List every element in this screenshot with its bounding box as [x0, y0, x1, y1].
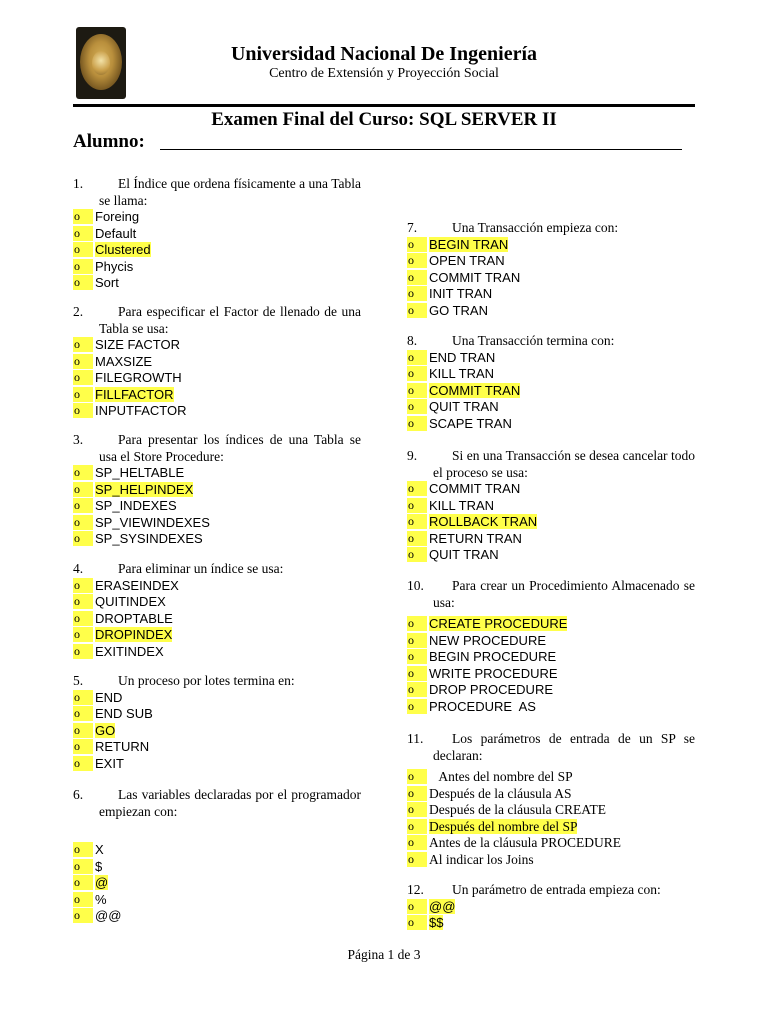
option-item[interactable] [73, 908, 361, 925]
bullet-icon: o [407, 253, 427, 268]
bullet-icon: o [73, 690, 93, 705]
option-item[interactable] [73, 875, 361, 892]
question-4 [73, 561, 361, 660]
question-number: 2. [73, 304, 84, 319]
question-text: El Índice que ordena físicamente a una Tabla se llama: [99, 176, 361, 208]
bullet-icon: o [73, 498, 93, 513]
question-number: 5. [73, 673, 84, 688]
option-list [73, 578, 361, 661]
option-label: RETURN TRAN [429, 530, 522, 546]
option-label: SIZE FACTOR [95, 337, 180, 352]
question-5 [73, 673, 361, 772]
option-label: END [95, 689, 123, 705]
exam-title: Examen Final del Curso: SQL SERVER II [211, 109, 557, 130]
option-label: Antes del nombre del SP [429, 769, 573, 784]
option-label: % [95, 891, 107, 907]
bullet-icon: o [407, 237, 427, 252]
question-stem [407, 731, 695, 764]
student-label: Alumno: [73, 131, 145, 152]
option-item[interactable] [407, 253, 695, 270]
bullet-icon: o [407, 498, 427, 513]
bullet-icon: o [407, 649, 427, 664]
bullet-icon: o [73, 594, 93, 609]
university-seal-icon [80, 34, 122, 90]
option-item[interactable] [407, 649, 695, 666]
option-item[interactable] [407, 835, 695, 852]
question-text: Un proceso por lotes termina en: [118, 673, 295, 688]
option-list [73, 209, 361, 292]
question-6 [73, 787, 361, 925]
option-label: NEW PROCEDURE [429, 632, 547, 648]
bullet-icon: o [73, 859, 93, 874]
option-label: END SUB [95, 706, 153, 722]
question-8 [407, 333, 695, 432]
option-item[interactable] [407, 915, 695, 932]
bullet-icon: o [407, 819, 427, 834]
option-label: COMMIT TRAN [429, 481, 521, 496]
option-item[interactable] [73, 403, 361, 420]
option-label: QUITINDEX [95, 594, 166, 610]
question-number: 9. [407, 448, 418, 463]
highlighted-answer: BEGIN TRAN [429, 236, 509, 252]
highlighted-answer: Clustered [95, 242, 151, 258]
bullet-icon: o [73, 354, 93, 369]
option-label: KILL TRAN [429, 366, 495, 382]
option-item[interactable] [73, 644, 361, 661]
bullet-icon: o [73, 611, 93, 626]
option-label: SP_INDEXES [95, 498, 177, 514]
bullet-icon: o [407, 531, 427, 546]
option-item[interactable] [73, 723, 361, 740]
bullet-icon: o [407, 547, 427, 562]
option-item[interactable] [407, 514, 695, 531]
highlighted-answer: $$ [429, 915, 444, 931]
option-item[interactable] [73, 370, 361, 387]
option-list [73, 690, 361, 773]
option-item[interactable] [407, 633, 695, 650]
option-item[interactable] [73, 242, 361, 259]
option-label: INPUTFACTOR [95, 403, 187, 419]
option-item[interactable] [407, 699, 695, 716]
option-list [73, 337, 361, 420]
bullet-icon: o [407, 366, 427, 381]
option-item[interactable] [407, 666, 695, 683]
option-item[interactable] [73, 226, 361, 243]
option-label: @@ [95, 908, 122, 924]
bullet-icon: o [73, 723, 93, 738]
option-item[interactable] [407, 237, 695, 254]
question-stem [73, 432, 361, 465]
question-stem [73, 787, 361, 820]
question-3 [73, 432, 361, 548]
highlighted-answer: @ [95, 875, 109, 891]
bullet-icon: o [73, 275, 93, 290]
bullet-icon: o [73, 739, 93, 754]
bullet-icon: o [407, 286, 427, 301]
option-item[interactable] [73, 354, 361, 371]
highlighted-answer: SP_HELPINDEX [95, 481, 194, 497]
option-label: Después de la cláusula AS [429, 785, 572, 801]
option-item[interactable] [407, 547, 695, 564]
student-name-line [160, 149, 682, 150]
question-9 [407, 448, 695, 564]
option-list [73, 842, 361, 925]
option-label: BEGIN PROCEDURE [429, 649, 557, 665]
bullet-icon: o [407, 915, 427, 930]
question-number: 7. [407, 220, 418, 235]
question-text: Los parámetros de entrada de un SP se declaran: [433, 731, 695, 763]
option-label: Default [95, 225, 137, 241]
option-item[interactable] [73, 611, 361, 628]
bullet-icon: o [407, 633, 427, 648]
header-divider [73, 104, 695, 107]
bullet-icon: o [73, 515, 93, 530]
option-item[interactable] [73, 259, 361, 276]
bullet-icon: o [407, 270, 427, 285]
highlighted-answer: Después del nombre del SP [429, 818, 578, 834]
option-item[interactable] [407, 531, 695, 548]
option-label: QUIT TRAN [429, 399, 499, 415]
option-item[interactable] [407, 682, 695, 699]
option-label: COMMIT TRAN [429, 269, 521, 285]
option-item[interactable] [407, 399, 695, 416]
option-label: Después de la cláusula CREATE [429, 802, 606, 818]
option-label: SCAPE TRAN [429, 415, 512, 431]
option-item[interactable] [407, 769, 695, 786]
option-label: Phycis [95, 258, 134, 274]
option-list [407, 237, 695, 320]
university-logo [76, 27, 126, 99]
bullet-icon: o [407, 899, 427, 914]
university-name: Universidad Nacional De Ingeniería [230, 43, 538, 65]
bullet-icon: o [407, 616, 427, 631]
question-text: Para presentar los índices de una Tabla se usa el Store Procedure: [99, 432, 361, 464]
option-item[interactable] [73, 482, 361, 499]
option-item[interactable] [407, 286, 695, 303]
option-label: Antes de la cláusula PROCEDURE [429, 835, 621, 851]
option-label: SP_SYSINDEXES [95, 531, 203, 547]
highlighted-answer: ROLLBACK TRAN [429, 514, 538, 530]
option-item[interactable] [407, 819, 695, 836]
option-item[interactable] [73, 627, 361, 644]
option-label: EXIT [95, 755, 124, 771]
highlighted-answer: @@ [429, 898, 456, 914]
option-item[interactable] [73, 498, 361, 515]
option-item[interactable] [73, 465, 361, 482]
question-text: Si en una Transacción se desea cancelar todo el proceso se usa: [433, 448, 695, 480]
question-stem [73, 304, 361, 337]
option-label: X [95, 842, 104, 857]
option-label: DROPTABLE [95, 610, 173, 626]
question-text: Para eliminar un índice se usa: [118, 561, 284, 576]
option-label: EXITINDEX [95, 643, 164, 659]
bullet-icon: o [73, 756, 93, 771]
option-item[interactable] [407, 786, 695, 803]
option-label: Sort [95, 275, 119, 291]
option-item[interactable] [407, 416, 695, 433]
question-stem [407, 448, 695, 481]
option-item[interactable] [73, 578, 361, 595]
bullet-icon: o [407, 481, 427, 496]
bullet-icon: o [73, 875, 93, 890]
option-item[interactable] [407, 350, 695, 367]
option-label: MAXSIZE [95, 353, 153, 369]
option-list [407, 899, 695, 932]
bullet-icon: o [73, 706, 93, 721]
bullet-icon: o [407, 802, 427, 817]
question-text: Para crear un Procedimiento Almacenado se usa: [433, 578, 695, 610]
option-item[interactable] [73, 209, 361, 226]
option-item[interactable] [73, 892, 361, 909]
highlighted-answer: CREATE PROCEDURE [429, 616, 568, 631]
question-number: 10. [407, 578, 424, 593]
question-text: Las variables declaradas por el programador empiezan con: [99, 787, 361, 819]
option-item[interactable] [73, 387, 361, 404]
option-label: KILL TRAN [429, 497, 495, 513]
bullet-icon: o [407, 769, 427, 784]
option-item[interactable] [73, 515, 361, 532]
question-12 [407, 882, 695, 932]
option-list [407, 616, 695, 716]
question-number: 3. [73, 432, 84, 447]
page-number: Página 1 de 3 [347, 947, 421, 962]
option-label: ERASEINDEX [95, 577, 179, 593]
question-stem [73, 561, 361, 578]
highlighted-answer: DROPINDEX [95, 627, 173, 643]
option-label: WRITE PROCEDURE [429, 665, 558, 681]
bullet-icon: o [407, 350, 427, 365]
option-label: SP_VIEWINDEXES [95, 514, 210, 530]
question-text: Una Transacción termina con: [452, 333, 615, 348]
bullet-icon: o [407, 303, 427, 318]
bullet-icon: o [407, 699, 427, 714]
option-label: QUIT TRAN [429, 547, 499, 563]
bullet-icon: o [73, 259, 93, 274]
option-item[interactable] [73, 690, 361, 707]
center-name: Centro de Extensión y Proyección Social [269, 66, 499, 81]
option-label: PROCEDURE AS [429, 698, 536, 714]
question-stem [407, 220, 695, 237]
option-item[interactable] [73, 594, 361, 611]
bullet-icon: o [73, 387, 93, 402]
option-item[interactable] [407, 899, 695, 916]
option-label: INIT TRAN [429, 286, 493, 302]
bullet-icon: o [407, 399, 427, 414]
bullet-icon: o [407, 835, 427, 850]
option-list [407, 350, 695, 433]
question-number: 12. [407, 882, 424, 897]
question-text: Un parámetro de entrada empieza con: [452, 882, 661, 897]
bullet-icon: o [73, 242, 93, 257]
question-number: 1. [73, 176, 84, 191]
option-item[interactable] [73, 756, 361, 773]
option-item[interactable] [73, 531, 361, 548]
bullet-icon: o [407, 682, 427, 697]
option-label: END TRAN [429, 349, 496, 365]
question-stem [407, 578, 695, 611]
option-label: GO TRAN [429, 302, 488, 318]
question-number: 4. [73, 561, 84, 576]
option-label: RETURN [95, 739, 150, 755]
bullet-icon: o [73, 226, 93, 241]
bullet-icon: o [73, 209, 93, 224]
option-list [407, 769, 695, 869]
option-item[interactable] [407, 802, 695, 819]
bullet-icon: o [73, 370, 93, 385]
bullet-icon: o [407, 852, 427, 867]
option-label: Foreing [95, 209, 140, 224]
bullet-icon: o [73, 465, 93, 480]
option-item[interactable] [407, 270, 695, 287]
question-stem [407, 333, 695, 350]
option-item[interactable] [407, 498, 695, 515]
option-item[interactable] [73, 706, 361, 723]
option-item[interactable] [407, 481, 695, 498]
bullet-icon: o [73, 908, 93, 923]
option-item[interactable] [73, 739, 361, 756]
question-stem [407, 882, 695, 899]
question-7 [407, 220, 695, 319]
option-label: $ [95, 858, 103, 874]
highlighted-answer: GO [95, 722, 116, 738]
bullet-icon: o [407, 383, 427, 398]
option-list [73, 465, 361, 548]
option-item[interactable] [407, 366, 695, 383]
question-1 [73, 176, 361, 292]
bullet-icon: o [73, 627, 93, 642]
bullet-icon: o [73, 842, 93, 857]
bullet-icon: o [73, 644, 93, 659]
question-stem [73, 176, 361, 209]
bullet-icon: o [73, 403, 93, 418]
bullet-icon: o [73, 578, 93, 593]
highlighted-answer: COMMIT TRAN [429, 382, 521, 398]
bullet-icon: o [407, 416, 427, 431]
question-stem [73, 673, 361, 690]
option-label: Al indicar los Joins [429, 851, 534, 867]
question-text: Para especificar el Factor de llenado de una Tabla se usa: [99, 304, 361, 336]
option-item[interactable] [73, 275, 361, 292]
question-11 [407, 731, 695, 869]
question-text: Una Transacción empieza con: [452, 220, 619, 235]
bullet-icon: o [407, 786, 427, 801]
option-item[interactable] [407, 616, 695, 633]
option-item[interactable] [407, 383, 695, 400]
question-number: 8. [407, 333, 418, 348]
question-2 [73, 304, 361, 420]
bullet-icon: o [73, 892, 93, 907]
option-item[interactable] [407, 303, 695, 320]
bullet-icon: o [73, 482, 93, 497]
option-label: DROP PROCEDURE [429, 682, 554, 698]
option-item[interactable] [73, 859, 361, 876]
option-label: OPEN TRAN [429, 253, 505, 269]
highlighted-answer: FILLFACTOR [95, 386, 174, 402]
bullet-icon: o [407, 514, 427, 529]
option-item[interactable] [407, 852, 695, 869]
option-label: FILEGROWTH [95, 370, 182, 386]
option-list [407, 481, 695, 564]
question-number: 6. [73, 787, 84, 802]
bullet-icon: o [73, 531, 93, 546]
option-item[interactable] [73, 337, 361, 354]
question-10 [407, 578, 695, 716]
bullet-icon: o [407, 666, 427, 681]
option-item[interactable] [73, 842, 361, 859]
question-number: 11. [407, 731, 424, 746]
bullet-icon: o [73, 337, 93, 352]
option-label: SP_HELTABLE [95, 465, 185, 480]
